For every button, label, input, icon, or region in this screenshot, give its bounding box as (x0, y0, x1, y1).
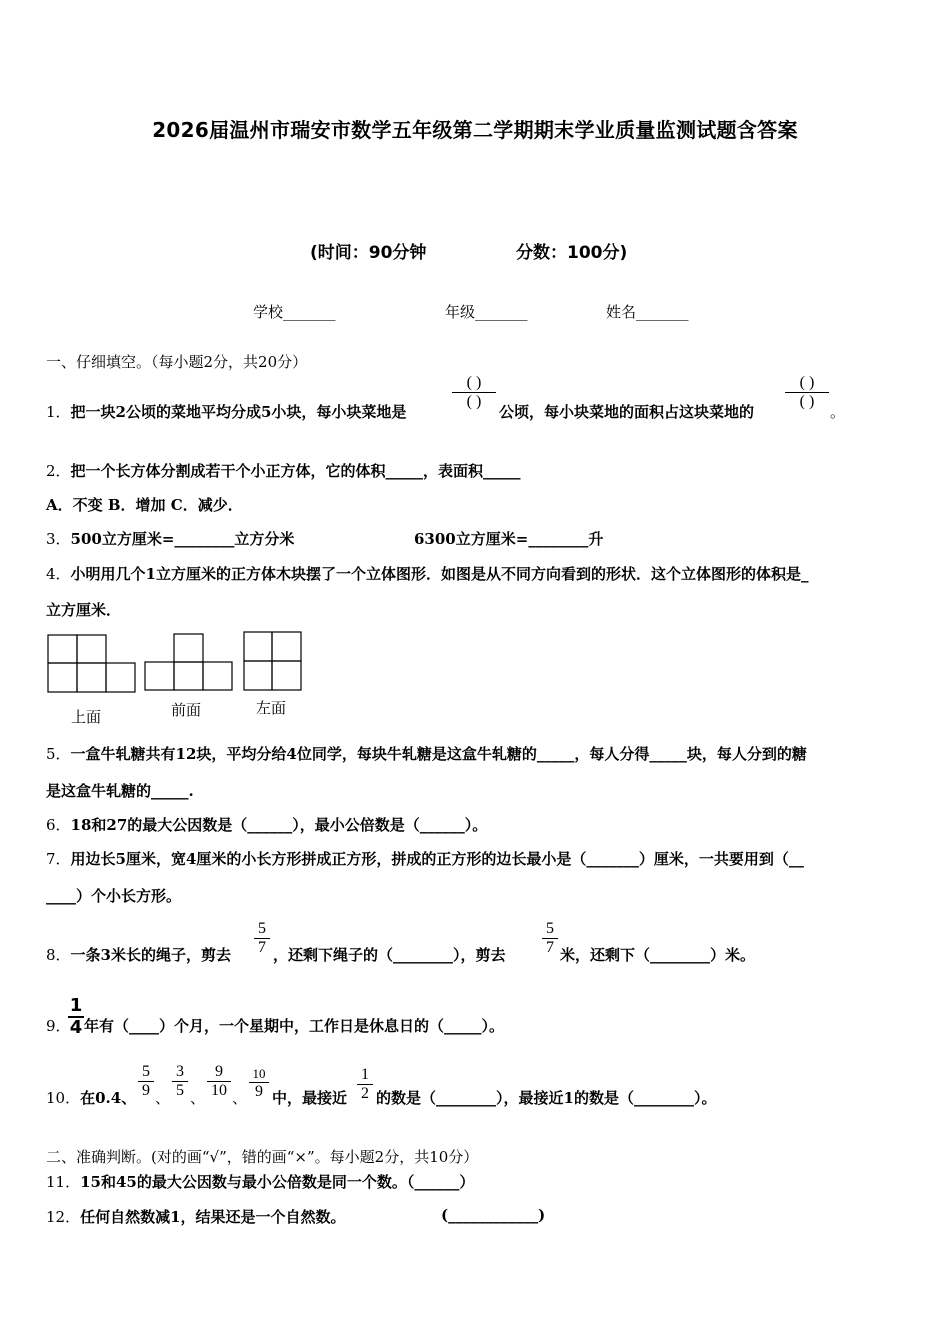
fraction-numerator: 10 (252, 1066, 266, 1081)
question-number: 5． (46, 745, 71, 763)
question-2-options: A．不变 B．增加 C．减少． (46, 496, 243, 514)
question-number: 3． (46, 530, 71, 548)
question-3-part2: 6300立方厘米=________升 (414, 530, 604, 548)
question-text: 一条3米长的绳子，剪去 (70, 946, 231, 964)
question-7 (46, 848, 804, 869)
question-5-line2: 是这盒牛轧糖的_____. (46, 782, 194, 800)
question-2 (46, 460, 521, 481)
fraction-3-5 (172, 1063, 188, 1100)
grade-field: 年级_______ (445, 303, 528, 321)
question-number: 10． (46, 1089, 81, 1107)
fraction-denominator: 9 (249, 1082, 269, 1101)
fraction-numerator: 9 (215, 1063, 223, 1080)
question-number: 1． (46, 403, 71, 421)
views-figure (40, 628, 320, 728)
fraction-numerator: 5 (546, 920, 554, 937)
separator: 、 (232, 1089, 248, 1107)
page-title: 2026届温州市瑞安市数学五年级第二学期期末学业质量监测试题含答案 (152, 118, 798, 142)
name-field: 姓名_______ (606, 303, 689, 321)
fraction-1-4 (68, 996, 84, 1038)
fraction-5-7-second (542, 920, 558, 957)
question-text: 公顷，每小块菜地的面积占这块菜地的 (499, 403, 755, 421)
fraction-numerator: 1 (69, 995, 83, 1016)
question-number: 12． (46, 1208, 81, 1226)
question-number: 7． (46, 850, 71, 868)
question-text: 一盒牛轧糖共有12块，平均分给4位同学，每块牛轧糖是这盒牛轧糖的_____，每人分得_____块，每人分到的糖 (70, 745, 807, 763)
question-number: 4． (46, 565, 71, 583)
question-10-part3: 的数是（________），最接近1的数是（________）。 (376, 1089, 717, 1107)
fraction-numerator: 5 (142, 1063, 150, 1080)
fraction-denominator: ( ) (452, 392, 496, 411)
fraction-denominator: 10 (207, 1081, 231, 1100)
question-7-line2: ____）个小长方形。 (46, 887, 182, 905)
answer-blank: (____________) (441, 1206, 546, 1224)
front-view-label: 前面 (170, 701, 202, 719)
fraction-9-10 (207, 1063, 231, 1100)
question-8 (46, 944, 231, 965)
fraction-numerator: ( ) (799, 374, 815, 391)
question-text: 18和27的最大公因数是（______），最小公倍数是（______）。 (70, 816, 488, 834)
front-view-grid (145, 634, 232, 690)
left-view-label: 左面 (255, 699, 287, 717)
fraction-denominator: 7 (542, 938, 558, 957)
section-2-heading: 二、准确判断。(对的画“√”，错的画“×”。每小题2分，共10分） (46, 1148, 479, 1166)
fraction-5-9 (138, 1063, 154, 1100)
fraction-denominator: 5 (172, 1081, 188, 1100)
left-view-grid (244, 632, 301, 690)
question-number: 2． (46, 462, 71, 480)
question-1-cont (499, 401, 754, 422)
fraction-blank-1 (452, 374, 496, 411)
question-11 (46, 1171, 474, 1192)
question-text: 任何自然数减1，结果还是一个自然数。 (80, 1208, 346, 1226)
question-6 (46, 814, 487, 835)
school-field: 学校_______ (253, 303, 336, 321)
question-number: 6． (46, 816, 71, 834)
question-text: 小明用几个1立方厘米的正方体木块摆了一个立体图形．如图是从不同方向看到的形状．这个立体图形的体积是_ (70, 565, 809, 583)
question-4-line2: 立方厘米． (46, 601, 122, 619)
fraction-numerator: 1 (361, 1066, 369, 1083)
question-8-part3: 米，还剩下（________）米。 (560, 946, 756, 964)
total-score: 分数：100分) (516, 243, 628, 263)
fraction-numerator: 3 (176, 1063, 184, 1080)
question-1-end: 。 (830, 403, 846, 421)
question-4 (46, 563, 809, 584)
question-9: 9． (46, 1017, 71, 1035)
fraction-denominator: 7 (254, 938, 270, 957)
question-9-text: 年有（____）个月，一个星期中，工作日是休息日的（_____）。 (84, 1017, 505, 1035)
separator: 、 (155, 1089, 171, 1107)
question-10 (46, 1087, 136, 1108)
fraction-5-7 (254, 920, 270, 957)
question-8-part2: ，还剩下绳子的（________），剪去 (273, 946, 506, 964)
fraction-denominator: 4 (69, 1017, 83, 1038)
question-text: 用边长5厘米，宽4厘米的小长方形拼成正方形，拼成的正方形的边长最小是（_______）厘米，一共要用到（__ (70, 850, 804, 868)
question-text: 把一个长方体分割成若干个小正方体，它的体积_____，表面积_____ (70, 462, 521, 480)
question-3 (46, 528, 294, 549)
fraction-denominator: 2 (357, 1084, 373, 1103)
fraction-10-9 (249, 1066, 269, 1101)
fraction-numerator: 5 (258, 920, 266, 937)
question-number: 8． (46, 946, 71, 964)
time-limit: (时间：90分钟 (310, 243, 427, 263)
question-text: 在0.4、 (80, 1089, 137, 1107)
question-text: 把一块2公顷的菜地平均分成5小块，每小块菜地是 (70, 403, 407, 421)
question-text: 15和45的最大公因数与最小公倍数是同一个数。（______） (80, 1173, 475, 1191)
question-text: 500立方厘米=________立方分米 (70, 530, 295, 548)
question-10-part2: 中，最接近 (272, 1089, 348, 1107)
question-1 (46, 401, 406, 422)
fraction-denominator: 9 (138, 1081, 154, 1100)
fraction-1-2 (357, 1066, 373, 1103)
question-number: 11． (46, 1173, 81, 1191)
separator: 、 (190, 1089, 206, 1107)
fraction-blank-2 (785, 374, 829, 411)
top-view-label: 上面 (70, 708, 102, 726)
top-view-grid (48, 635, 135, 692)
question-12 (46, 1206, 346, 1227)
question-5 (46, 743, 807, 764)
fraction-numerator: ( ) (466, 374, 482, 391)
fraction-denominator: ( ) (785, 392, 829, 411)
section-1-heading: 一、仔细填空。（每小题2分，共20分） (46, 353, 308, 371)
